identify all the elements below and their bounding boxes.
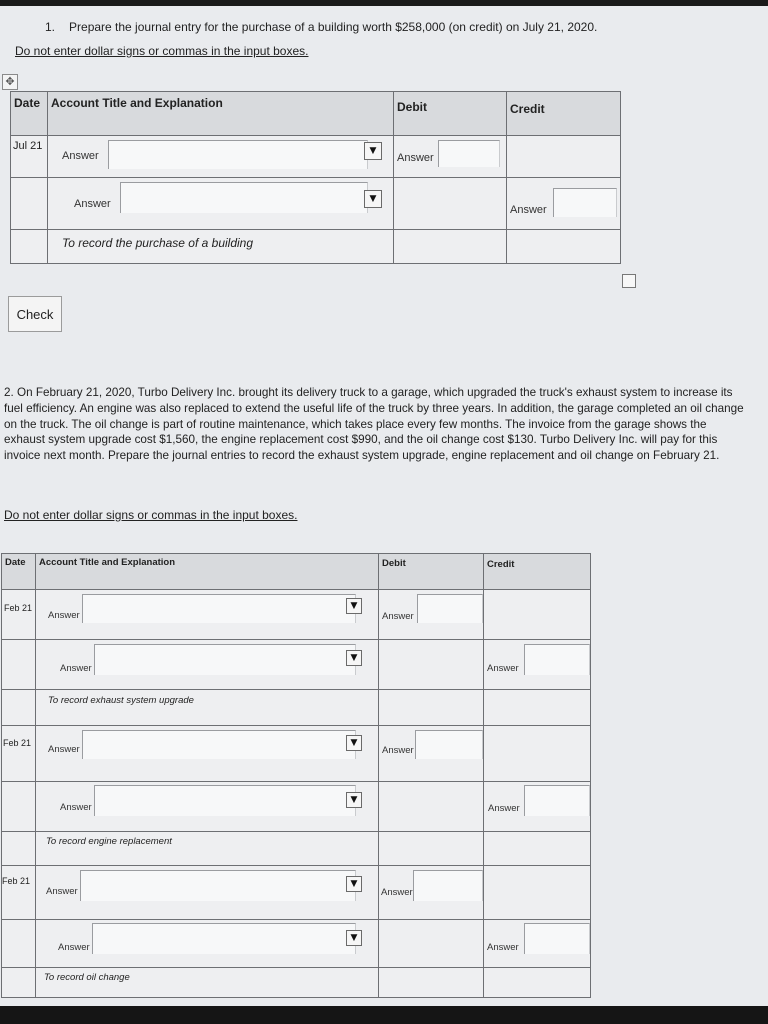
account-cell — [36, 866, 379, 920]
account-select[interactable] — [92, 923, 356, 954]
debit-cell — [379, 726, 484, 782]
account-cell — [36, 640, 379, 690]
credit-input[interactable] — [524, 923, 590, 954]
account-answer-label: Answer — [48, 610, 80, 621]
debit-cell — [379, 640, 484, 690]
credit-cell — [484, 640, 591, 690]
question-2-note: Do not enter dollar signs or commas in the input boxes. — [4, 508, 298, 522]
bottom-bar — [0, 1006, 768, 1024]
account-select[interactable] — [80, 870, 356, 901]
debit-input[interactable] — [415, 730, 483, 759]
account-header: Account Title and Explanation — [48, 92, 394, 136]
account-select[interactable] — [120, 182, 368, 213]
credit-cell — [484, 726, 591, 782]
credit-cell — [484, 920, 591, 968]
dropdown-arrow-icon[interactable]: ▼ — [364, 142, 382, 160]
explanation-text: To record engine replacement — [46, 836, 172, 847]
account-select[interactable] — [94, 785, 356, 816]
account-select[interactable] — [82, 730, 356, 759]
explanation-cell — [36, 690, 379, 726]
entry-date-empty — [2, 690, 36, 726]
debit-cell — [379, 832, 484, 866]
debit-header: Debit — [379, 554, 484, 590]
explanation-cell — [36, 968, 379, 998]
question-2-prompt: 2. On February 21, 2020, Turbo Delivery Inc. brought its delivery truck to a garage, which upgraded the truck's exhaust system to increase its fuel efficiency. An engine was also replaced to extend the useful life of the truck by three years. In addition, the garage completed an oil change on the truck. The oil change is part of routine maintenance, which takes place every few months. The invoice from the garage shows the exhaust system upgrade cost $1,560, the engine replacement cost $990, and the oil change cost $130. Turbo Delivery Inc. will pay for this invoice next month. Prepare the journal entries to record the exhaust system upgrade, engine replacement and oil change on February 21. — [4, 386, 744, 463]
debit-cell — [394, 178, 507, 230]
account-cell — [48, 178, 394, 230]
credit-cell — [484, 590, 591, 640]
account-cell — [36, 726, 379, 782]
account-answer-label: Answer — [60, 802, 92, 813]
date-header: Date — [11, 92, 48, 136]
credit-input[interactable] — [553, 188, 617, 217]
debit-cell — [379, 590, 484, 640]
entry-date-empty — [11, 178, 48, 230]
debit-cell — [379, 690, 484, 726]
debit-cell — [379, 782, 484, 832]
credit-cell — [484, 782, 591, 832]
credit-answer-label: Answer — [487, 663, 519, 674]
credit-header: Credit — [507, 92, 621, 136]
explanation-cell — [48, 230, 394, 264]
account-select[interactable] — [94, 644, 356, 675]
credit-header: Credit — [484, 554, 591, 590]
question-1-prompt: 1. Prepare the journal entry for the purchase of a building worth $258,000 (on credit) on July 21, 2020. — [45, 20, 598, 34]
entry-date-empty — [2, 968, 36, 998]
debit-answer-label: Answer — [382, 745, 414, 756]
entry-date-empty — [2, 920, 36, 968]
dropdown-arrow-icon[interactable]: ▼ — [346, 876, 362, 892]
credit-cell — [507, 178, 621, 230]
account-answer-label: Answer — [74, 198, 111, 210]
entry-date-empty — [2, 782, 36, 832]
question-1-journal-table — [10, 91, 621, 264]
entry-date-empty — [2, 640, 36, 690]
account-answer-label: Answer — [58, 942, 90, 953]
resize-icon[interactable] — [622, 274, 636, 288]
account-cell — [48, 136, 394, 178]
account-select[interactable] — [82, 594, 356, 623]
account-answer-label: Answer — [48, 744, 80, 755]
move-icon[interactable]: ✥ — [2, 74, 18, 90]
dropdown-arrow-icon[interactable]: ▼ — [346, 650, 362, 666]
entry-date-empty — [2, 832, 36, 866]
account-answer-label: Answer — [46, 886, 78, 897]
debit-header: Debit — [394, 92, 507, 136]
debit-cell — [379, 920, 484, 968]
dropdown-arrow-icon[interactable]: ▼ — [346, 735, 362, 751]
account-answer-label: Answer — [60, 663, 92, 674]
account-cell — [36, 590, 379, 640]
debit-cell — [394, 230, 507, 264]
account-cell — [36, 920, 379, 968]
question-2-journal-table — [1, 553, 591, 998]
entry-date: Feb 21 — [2, 726, 36, 782]
credit-answer-label: Answer — [487, 942, 519, 953]
credit-answer-label: Answer — [488, 803, 520, 814]
entry-date-empty — [11, 230, 48, 264]
credit-cell — [484, 866, 591, 920]
question-1-note: Do not enter dollar signs or commas in the input boxes. — [15, 44, 309, 58]
debit-answer-label: Answer — [382, 611, 414, 622]
debit-cell — [379, 866, 484, 920]
credit-cell — [507, 230, 621, 264]
account-header: Account Title and Explanation — [36, 554, 379, 590]
debit-cell — [394, 136, 507, 178]
credit-cell — [484, 968, 591, 998]
account-select[interactable] — [108, 140, 368, 169]
debit-input[interactable] — [438, 140, 500, 167]
dropdown-arrow-icon[interactable]: ▼ — [346, 792, 362, 808]
credit-cell — [484, 832, 591, 866]
debit-answer-label: Answer — [397, 152, 434, 164]
explanation-cell — [36, 832, 379, 866]
check-button[interactable]: Check — [8, 296, 62, 332]
entry-date: Feb 21 — [2, 590, 36, 640]
credit-cell — [484, 690, 591, 726]
credit-input[interactable] — [524, 785, 590, 816]
entry-date: Feb 21 — [2, 866, 36, 920]
dropdown-arrow-icon[interactable]: ▼ — [346, 598, 362, 614]
credit-input[interactable] — [524, 644, 590, 675]
explanation-text: To record oil change — [44, 972, 130, 983]
credit-answer-label: Answer — [510, 204, 547, 216]
debit-input[interactable] — [417, 594, 483, 623]
debit-cell — [379, 968, 484, 998]
credit-cell — [507, 136, 621, 178]
explanation-text: To record exhaust system upgrade — [48, 695, 194, 706]
explanation-text: To record the purchase of a building — [62, 236, 254, 250]
entry-date: Jul 21 — [11, 136, 48, 178]
account-answer-label: Answer — [62, 150, 99, 162]
date-header: Date — [2, 554, 36, 590]
dropdown-arrow-icon[interactable]: ▼ — [346, 930, 362, 946]
debit-input[interactable] — [413, 870, 483, 901]
debit-answer-label: Answer — [381, 887, 413, 898]
dropdown-arrow-icon[interactable]: ▼ — [364, 190, 382, 208]
account-cell — [36, 782, 379, 832]
